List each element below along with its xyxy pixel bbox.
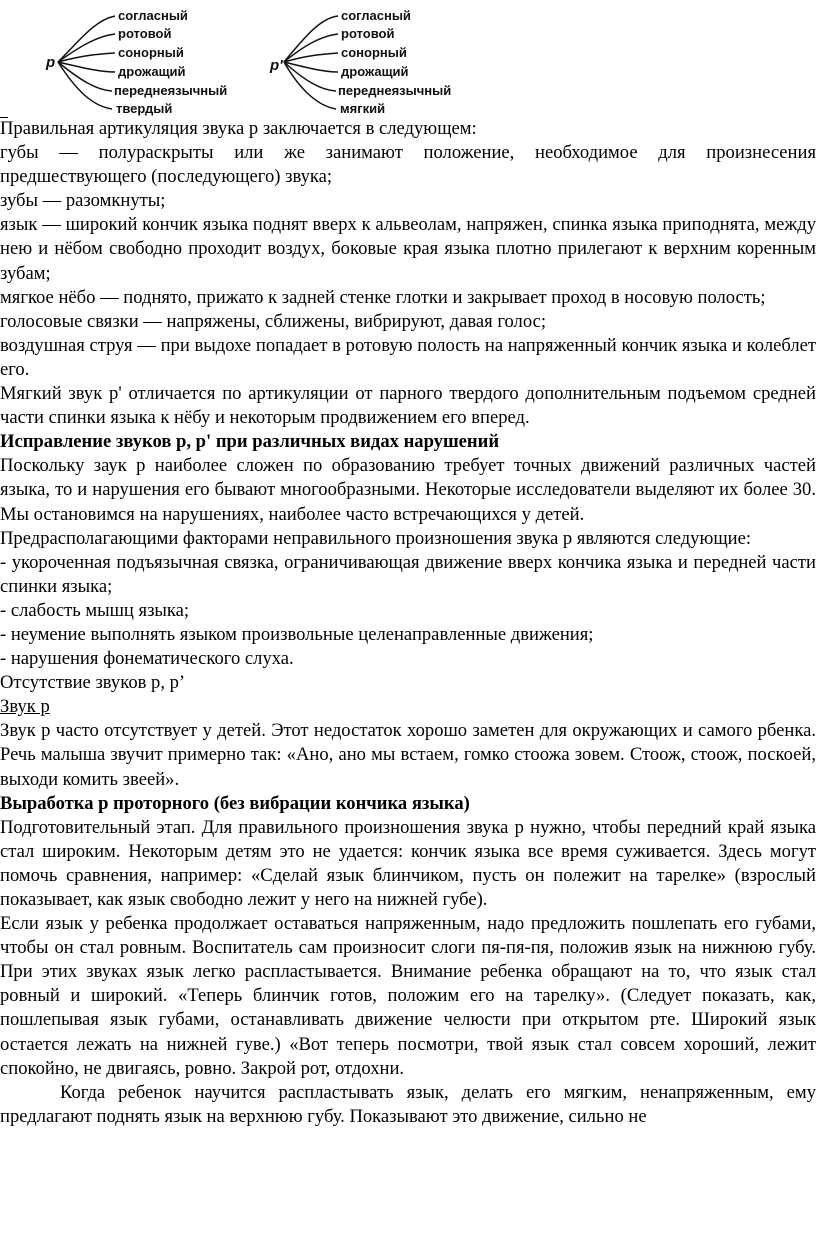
- list-item: - укороченная подъязычная связка, ограничивающая движение вверх кончика языка и передней части спинки языка;: [0, 551, 816, 597]
- section-heading: Выработка р проторного (без вибрации кончика языка): [0, 792, 470, 814]
- paragraph: Подготовительный этап. Для правильного произношения звука р нужно, чтобы передний край языка стал широким. Некоторым детям это не удается: кончик языка все время суживается. Здесь могут помочь сравнения, например: «Сделай язык блинчиком, пусть он полежит на тарелке» (взрослый показывает, как язык свободно лежит у него на нижней губе).: [0, 816, 816, 910]
- paragraph: Когда ребенок научится распластывать язык, делать его мягким, ненапряженным, ему предлагают поднять язык на верхнюю губу. Показывают это движение, сильно не: [0, 1081, 816, 1127]
- underlined-subheading: Звук р: [0, 696, 50, 718]
- hard-r-feature: дрожащий: [118, 64, 186, 79]
- hard-r-scheme: [45, 8, 227, 116]
- soft-r-feature: дрожащий: [341, 64, 409, 79]
- articulation-diagram: [0, 0, 816, 118]
- hard-r-feature: переднеязычный: [114, 83, 228, 98]
- paragraph: язык — широкий кончик языка поднят вверх к альвеолам, напряжен, спинка языка приподнята, между нею и нёбом свободно проходит воздух, боковые края языка плотно прилегают к верхним коренным зубам;: [0, 214, 816, 284]
- soft-r-feature: ротовой: [341, 26, 395, 41]
- hard-r-root-label: р: [46, 54, 56, 71]
- paragraph: воздушная струя — при выдохе попадает в ротовую полость на напряженный кончик языка и колеблет его.: [0, 334, 816, 380]
- soft-r-feature: мягкий: [340, 101, 386, 116]
- section-heading: Исправление звуков р, р' при различных видах нарушений: [0, 431, 500, 453]
- paragraph: зубы — разомкнуты;: [0, 190, 166, 212]
- soft-r-root-label: р': [270, 57, 283, 74]
- hard-r-feature: ротовой: [118, 26, 172, 41]
- hard-r-feature: согласный: [118, 8, 188, 23]
- soft-r-feature: переднеязычный: [338, 83, 452, 98]
- hard-r-feature: сонорный: [118, 45, 184, 60]
- list-item: - неумение выполнять языком произвольные целенаправленные движения;: [0, 623, 594, 645]
- paragraph: голосовые связки — напряжены, сближены, вибрируют, давая голос;: [0, 310, 547, 332]
- soft-r-scheme: [269, 8, 451, 116]
- document-body: [0, 117, 816, 1129]
- paragraph: Мягкий звук р' отличается по артикуляции от парного твердого дополнительным подъемом средней части спинки языка к нёбу и некоторым продвижением его вперед.: [0, 383, 816, 429]
- paragraph: Правильная артикуляция звука р заключается в следующем:: [0, 118, 477, 139]
- soft-r-feature: сонорный: [341, 45, 407, 60]
- soft-r-feature: согласный: [341, 8, 411, 23]
- paragraph: Предрасполагающими факторами неправильного произношения звука р являются следующие:: [0, 527, 752, 549]
- paragraph: мягкое нёбо — поднято, прижато к задней стенке глотки и закрывает проход в носовую полость;: [0, 286, 766, 308]
- subheading: Отсутствие звуков р, р’: [0, 672, 186, 694]
- paragraph: губы — полураскрыты или же занимают положение, необходимое для произнесения предшествующего (последующего) звука;: [0, 142, 816, 188]
- paragraph: Поскольку заук р наиболее сложен по образованию требует точных движений различных частей языка, то и нарушения его бывают многообразными. Некоторые исследователи выделяют их более 30. Мы остановимся на нарушениях, наиболее часто встречающихся у детей.: [0, 455, 816, 525]
- hard-r-feature: твердый: [116, 101, 173, 116]
- paragraph: Звук р часто отсутствует у детей. Этот недостаток хорошо заметен для окружающих и самого рбенка. Речь малыша звучит примерно так: «Ано, ано мы встаем, гомко стоожа зовем. Стоож, стоож, поскоей, выходи комить звеей».: [0, 720, 816, 790]
- paragraph: Если язык у ребенка продолжает оставаться напряженным, надо предложить пошлепать его губами, чтобы он стал ровным. Воспитатель сам произносит слоги пя-пя-пя, положив язык на нижнюю губу. При этих звуках язык легко распластывается. Внимание ребенка обращают на то, что язык стал ровный и широкий. «Теперь блинчик готов, положим его на тарелку». (Следует показать, как, пошлепывая язык губами, останавливать движение челюсти при открытом рте. Широкий язык остается лежать на нижней гуве.) «Вот теперь посмотри, твой язык стал совсем хороший, лежит спокойно, не двигаясь, ровно. Закрой рот, отдохни.: [0, 913, 816, 1079]
- list-item: - нарушения фонематического слуха.: [0, 648, 294, 670]
- list-item: - слабость мышц языка;: [0, 599, 190, 621]
